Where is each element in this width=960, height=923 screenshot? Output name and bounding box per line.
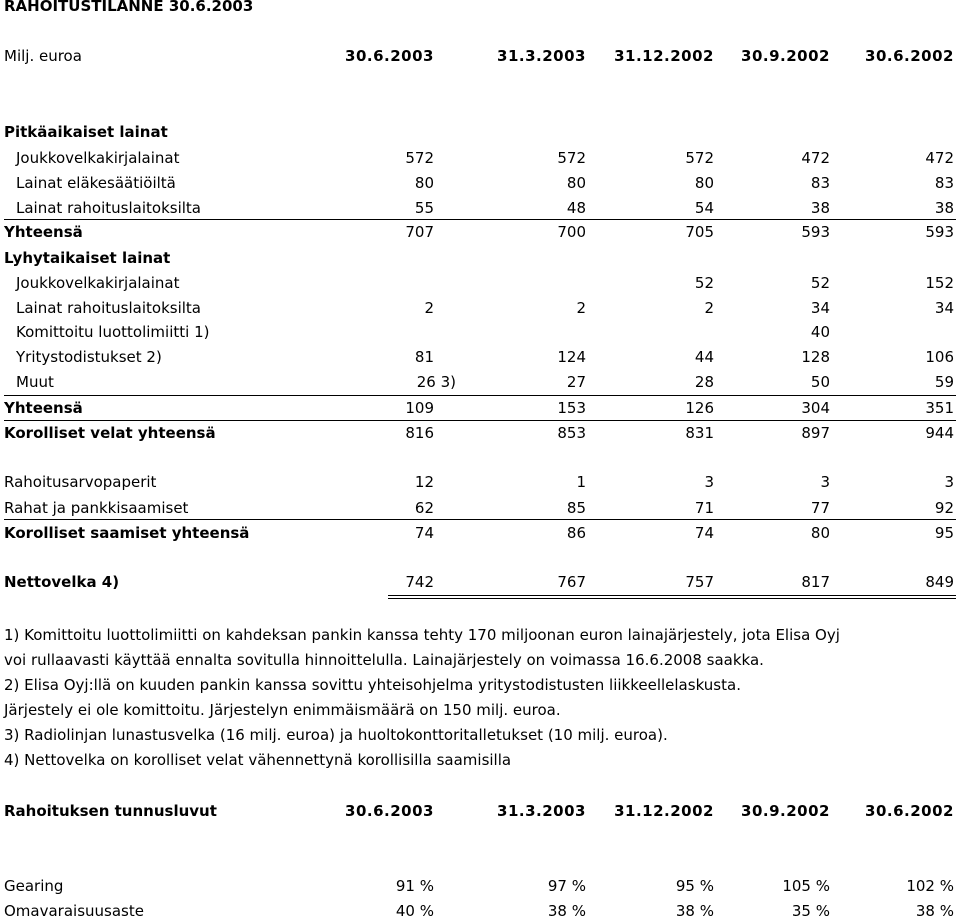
row-label: Rahoitusarvopaperit [4,473,157,491]
table-row [0,296,960,320]
total-row [0,521,960,545]
cell: 81 [414,348,434,366]
cell: 85 [566,499,586,517]
page-title-row [0,0,960,18]
cell: 105 % [782,877,830,895]
row-label: Yhteensä [4,223,83,241]
cell: 80 [694,174,714,192]
unit-label: Milj. euroa [4,47,82,65]
cell: 3 [704,473,714,491]
table-row [0,171,960,195]
cell: 593 [925,223,954,241]
cell: 38 [810,199,830,217]
cell: 3 [944,473,954,491]
cell: 50 [810,373,830,391]
cell: 472 [925,149,954,167]
cell: 38 % [915,902,954,920]
cell: 95 % [675,877,714,895]
cell: 12 [414,473,434,491]
footnote: Järjestely ei ole komittoitu. Järjestelyn enimmäismäärä on 150 milj. euroa. [4,701,561,719]
cell: 26 3) [416,373,456,391]
column-header: 30.6.2002 [865,802,954,820]
cell: 124 [557,348,586,366]
table-row [0,470,960,494]
cell: 2 [576,299,586,317]
net-debt-row [0,570,960,594]
row-label: Komittoitu luottolimiitti 1) [16,323,210,341]
cell: 80 [810,524,830,542]
cell: 52 [810,274,830,292]
cell: 767 [557,573,586,591]
row-label: Korolliset velat yhteensä [4,424,216,442]
cell: 106 [925,348,954,366]
cell: 593 [801,223,830,241]
total-row [0,220,960,244]
cell: 27 [566,373,586,391]
total-row [0,396,960,420]
table-row [0,899,960,923]
row-label: Lainat rahoituslaitoksilta [16,199,201,217]
row-label: Gearing [4,877,64,895]
column-header: 31.12.2002 [614,802,714,820]
column-header: 30.6.2002 [865,47,954,65]
column-header: 30.6.2003 [345,47,434,65]
cell: 572 [685,149,714,167]
cell: 831 [685,424,714,442]
row-label: Nettovelka 4) [4,573,120,591]
cell: 853 [557,424,586,442]
cell: 351 [925,399,954,417]
cell: 38 [934,199,954,217]
row-label: Muut [16,373,54,391]
footnote: 2) Elisa Oyj:llä on kuuden pankin kanssa sovittu yhteisohjelma yritystodistusten liikkeellelaskusta. [4,676,741,694]
section-heading-long-term [0,120,960,144]
row-label: Lainat rahoituslaitoksilta [16,299,201,317]
section-heading: Rahoituksen tunnusluvut [4,802,217,820]
table-row [0,496,960,520]
column-header: 31.3.2003 [497,47,586,65]
cell: 40 [810,323,830,341]
cell: 572 [405,149,434,167]
cell: 849 [925,573,954,591]
page-title: RAHOITUSTILANNE 30.6.2003 [4,0,254,15]
cell: 80 [566,174,586,192]
cell: 472 [801,149,830,167]
cell: 707 [405,223,434,241]
cell: 52 [694,274,714,292]
footnote: 3) Radiolinjan lunastusvelka (16 milj. euroa) ja huoltokonttoritalletukset (10 milj. euroa). [4,726,668,744]
cell: 83 [934,174,954,192]
column-header: 30.9.2002 [741,47,830,65]
cell: 742 [405,573,434,591]
cell: 128 [801,348,830,366]
table-row [0,196,960,220]
column-header: 30.6.2003 [345,802,434,820]
cell: 2 [424,299,434,317]
table-row [0,271,960,295]
cell: 816 [405,424,434,442]
cell: 153 [557,399,586,417]
row-label: Korolliset saamiset yhteensä [4,524,250,542]
cell: 572 [557,149,586,167]
section-heading: Pitkäaikaiset lainat [4,123,168,141]
table-row [0,874,960,898]
table-row [0,370,960,394]
cell: 34 [810,299,830,317]
cell: 34 [934,299,954,317]
cell: 77 [810,499,830,517]
cell: 44 [694,348,714,366]
row-label: Lainat eläkesäätiöiltä [16,174,176,192]
cell: 83 [810,174,830,192]
footnote: 1) Komittoitu luottolimiitti on kahdeksan pankin kanssa tehty 170 miljoonan euron lainajärjestely, jota Elisa Oyj [4,626,840,644]
row-label: Omavaraisuusaste [4,902,144,920]
cell: 95 [934,524,954,542]
cell: 54 [694,199,714,217]
row-label: Yhteensä [4,399,83,417]
footnote: voi rullaavasti käyttää ennalta sovitulla hinnoittelulla. Lainajärjestely on voimassa 16.6.2008 saakka. [4,651,764,669]
cell: 944 [925,424,954,442]
cell: 38 % [547,902,586,920]
cell: 59 [934,373,954,391]
row-label: Rahat ja pankkisaamiset [4,499,189,517]
cell: 91 % [395,877,434,895]
cell: 700 [557,223,586,241]
cell: 40 % [395,902,434,920]
table-row [0,320,960,344]
divider [388,598,956,599]
cell: 62 [414,499,434,517]
cell: 897 [801,424,830,442]
cell: 74 [694,524,714,542]
row-label: Yritystodistukset 2) [16,348,162,366]
cell: 102 % [906,877,954,895]
cell: 817 [801,573,830,591]
cell: 86 [566,524,586,542]
cell: 304 [801,399,830,417]
cell: 126 [685,399,714,417]
cell: 55 [414,199,434,217]
table-row [0,345,960,369]
section-heading-short-term [0,246,960,270]
cell: 97 % [547,877,586,895]
divider [388,595,956,596]
divider [4,519,956,520]
table-row [0,146,960,170]
column-header: 30.9.2002 [741,802,830,820]
cell: 152 [925,274,954,292]
ratios-header [0,799,960,823]
cell: 1 [576,473,586,491]
cell: 92 [934,499,954,517]
column-header: 31.3.2003 [497,802,586,820]
cell: 28 [694,373,714,391]
footnote: 4) Nettovelka on korolliset velat vähennettynä korollisilla saamisilla [4,751,512,769]
cell: 74 [414,524,434,542]
cell: 109 [405,399,434,417]
cell: 2 [704,299,714,317]
cell: 705 [685,223,714,241]
section-heading: Lyhytaikaiset lainat [4,249,171,267]
column-header: 31.12.2002 [614,47,714,65]
table-header [0,44,960,68]
cell: 71 [694,499,714,517]
cell: 38 % [675,902,714,920]
cell: 3 [820,473,830,491]
row-label: Joukkovelkakirjalainat [16,274,180,292]
row-label: Joukkovelkakirjalainat [16,149,180,167]
total-row [0,421,960,445]
cell: 80 [414,174,434,192]
cell: 35 % [791,902,830,920]
cell: 48 [566,199,586,217]
cell: 757 [685,573,714,591]
